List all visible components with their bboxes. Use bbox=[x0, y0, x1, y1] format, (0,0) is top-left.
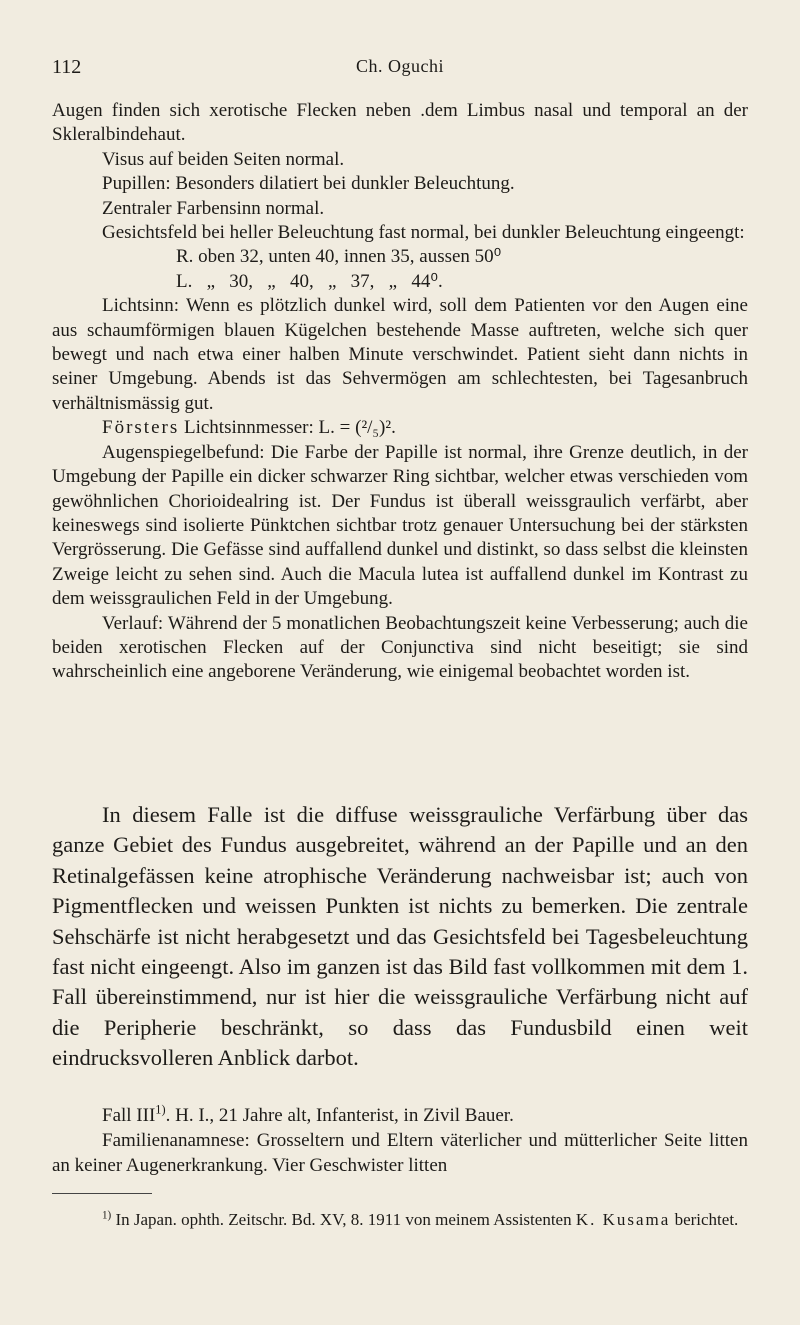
footnote-marker: 1) bbox=[102, 1209, 112, 1222]
visual-field-left: L. „ 30, „ 40, „ 37, „ 44⁰. bbox=[176, 270, 443, 292]
fall-iii bbox=[52, 1103, 748, 1178]
running-header bbox=[52, 56, 748, 84]
visual-field-right: R. oben 32, unten 40, innen 35, aussen 50⁰ bbox=[176, 246, 502, 268]
foersters-name: Försters bbox=[102, 417, 180, 439]
familienanamnese-text: Familienanamnese: Grosseltern und Eltern väterlicher und mütterlicher Seite litten an keiner Augenerkrankung. Vier Geschwister litten bbox=[52, 1130, 748, 1176]
running-head-author: Ch. Oguchi bbox=[356, 56, 444, 76]
footnote: $^{1)}$ In Japan. ophth. Zeitschr. Bd. XV, 8. 1911 von meinem Assistenten K. Kusama berichtet. bbox=[102, 1209, 739, 1229]
page-number: 112 bbox=[52, 56, 82, 78]
foersters-rest: Lichtsinnmesser: L. = (²/₅)². bbox=[179, 417, 396, 439]
xerotic-spots-text: Augen finden sich xerotische Flecken neben .dem Limbus nasal und temporal an der Skleralbindehaut. bbox=[52, 100, 748, 146]
verlauf-text: Verlauf: Während der 5 monatlichen Beobachtungszeit keine Verbesserung; auch die beiden xerotischen Flecken auf der Conjunctiva sind nicht beseitigt; sie sind wahrscheinlich eine angeborene Veränderung, wie einigemal beobachtet worden ist. bbox=[52, 612, 748, 683]
farbensinn-text: Zentraler Farbensinn normal. bbox=[102, 197, 325, 219]
footnote-rule bbox=[52, 1193, 152, 1194]
visus-text: Visus auf beiden Seiten normal. bbox=[102, 148, 345, 170]
gesichtsfeld-text: Gesichtsfeld bei heller Beleuchtung fast normal, bei dunkler Beleuchtung eingeengt: bbox=[102, 222, 745, 244]
pupillen-text: Pupillen: Besonders dilatiert bei dunkler Beleuchtung. bbox=[102, 173, 515, 195]
discussion bbox=[52, 800, 748, 1074]
augenspiegel-text: Augenspiegelbefund: Die Farbe der Papille ist normal, ihre Grenze deutlich, in der Umgebung der Papille ein dicker schwarzer Ring sichtbar, welcher etwas verschieden vom gewöhnlichen Chorioidealring ist. Der Fundus ist überall weissgraulich verfärbt, aber keineswegs sind isolierte Pünktchen sichtbar trotz genauer Untersuchung bei der stärksten Vergrösserung. Die Gefässe sind auffallend dunkel und distinkt, so dass selbst die kleinsten Zweige leicht zu sehen sind. Auch die Macula lutea ist auffallend dunkel im Kontrast zu dem weissgraulichen Feld in der Umgebung. bbox=[52, 441, 748, 610]
foersters-text bbox=[52, 416, 748, 440]
case-report bbox=[52, 99, 748, 685]
lichtsinn-text: Lichtsinn: Wenn es plötzlich dunkel wird, soll dem Patienten vor den Augen eine aus schaumförmigen blauen Kügelchen bestehende Masse auftreten, welche sich quer bewegt und nach etwa einer halben Minute verschwindet. Patient sieht dann nichts in seiner Umgebung. Abends ist das Sehvermögen am schlechtesten, bei Tagesanbruch verhältnismässig gut. bbox=[52, 295, 748, 414]
discussion-paragraph: In diesem Falle ist die diffuse weissgrauliche Verfärbung über das ganze Gebiet des Fundus ausgebreitet, während an der Papille und an den Retinalgefässen keine atrophische Veränderung nachweisbar ist; auch von Pigmentflecken und weissen Punkten ist nichts zu bemerken. Die zentrale Sehschärfe ist nicht herabgesetzt und das Gesichtsfeld bei Tagesbeleuchtung fast nicht eingeengt. Also im ganzen ist das Bild fast vollkommen mit dem 1. Fall übereinstimmend, nur ist hier die weissgrauliche Verfärbung nicht auf die Peripherie beschränkt, so dass das Fundusbild einen weit eindrucksvolleren Anblick darbot. bbox=[52, 802, 748, 1071]
footnote-author: K. Kusama bbox=[575, 1210, 671, 1229]
fall-iii-heading: Fall III$^{1)}$. H. I., 21 Jahre alt, Infanterist, in Zivil Bauer. bbox=[102, 1102, 514, 1126]
